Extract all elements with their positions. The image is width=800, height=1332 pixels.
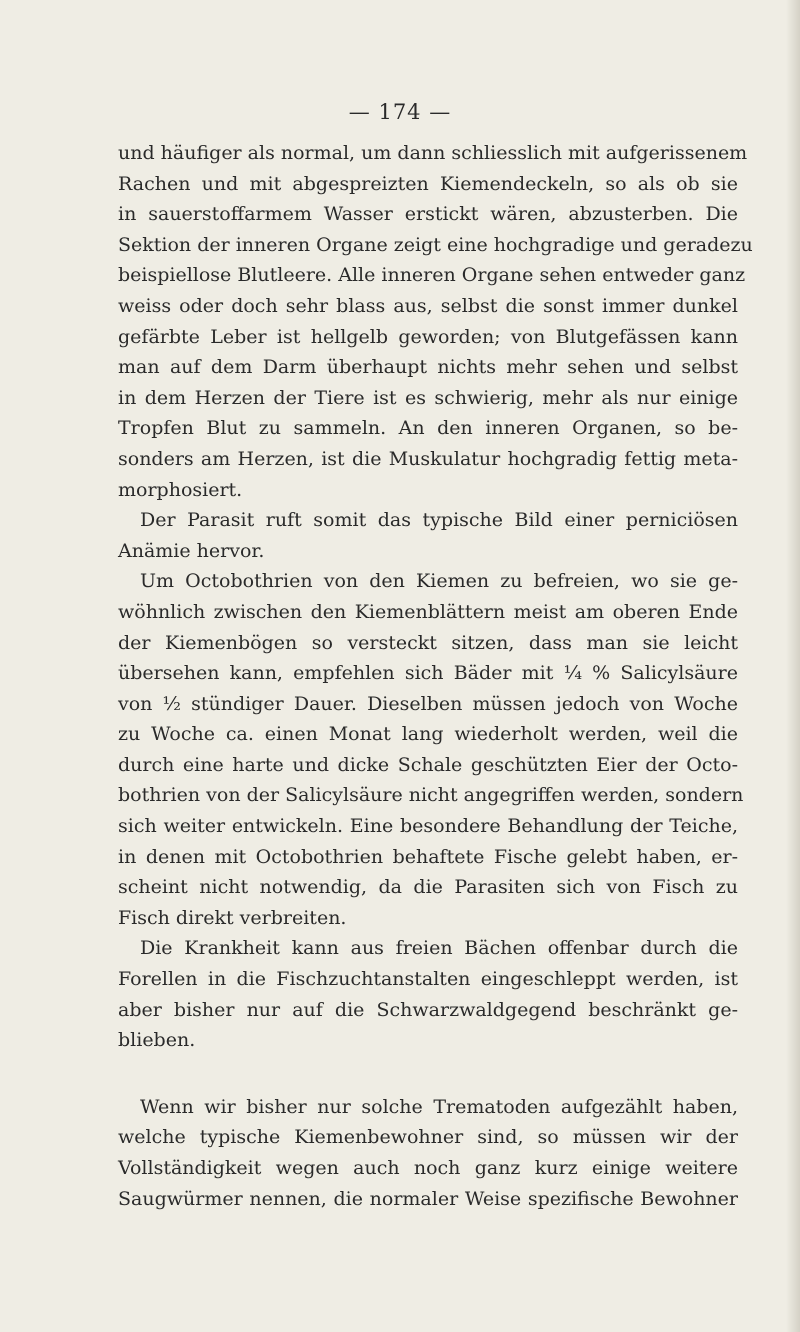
text-line: weiss oder doch sehr blass aus, selbst die sonst immer dunkel [118,294,738,317]
text-line: in dem Herzen der Tiere ist es schwierig, mehr als nur einige [118,386,738,409]
text-line: in sauerstoffarmem Wasser erstickt wären, abzusterben. Die [118,203,738,226]
text-line: Vollständigkeit wegen auch noch ganz kurz einige weitere [118,1157,738,1179]
text-line: sich weiter entwickeln. Eine besondere Behandlung der Teiche, [118,815,738,838]
text-line: sonders am Herzen, ist die Muskulatur hochgradig fettig meta- [118,447,738,470]
text-line: Fisch direkt verbreiten. [118,906,347,929]
text-line: der Kiemenbögen so versteckt sitzen, dass man sie leicht [118,631,738,654]
page-number: — 174 — [348,100,452,124]
paragraph-1 [118,138,753,505]
text-line: übersehen kann, empfehlen sich Bäder mit ¼ % Salicylsäure [118,662,738,685]
section-gap [118,1056,738,1092]
text-line: Saugwürmer nennen, die normaler Weise spezifische Bewohner [118,1187,738,1210]
body-text [118,138,753,1214]
text-line: Rachen und mit abgespreizten Kiemendeckeln, so als ob sie [118,172,738,195]
text-line: durch eine harte und dicke Schale geschützten Eier der Octo- [118,753,738,776]
paragraph-2 [118,505,738,566]
paragraph-5 [118,1092,738,1214]
text-line: und häufiger als normal, um dann schliesslich mit aufgerissenem [118,142,748,164]
text-line: scheint nicht notwendig, da die Parasiten sich von Fisch zu [118,876,738,899]
text-line: Um Octobothrien von den Kiemen zu befreien, wo sie ge- [140,570,738,593]
paragraph-3 [118,566,744,933]
text-line: blieben. [118,1029,196,1052]
text-line: Wenn wir bisher nur solche Trematoden aufgezählt haben, [140,1095,738,1118]
text-line: bothrien von der Salicylsäure nicht angegriffen werden, sondern [118,784,744,807]
paragraph-4 [118,933,738,1055]
text-line: gefärbte Leber ist hellgelb geworden; von Blutgefässen kann [118,325,738,348]
text-line: von ½ stündiger Dauer. Dieselben müssen jedoch von Woche [118,692,738,715]
text-line: zu Woche ca. einen Monat lang wiederholt werden, weil die [118,723,738,746]
text-line: Der Parasit ruft somit das typische Bild einer perniciösen [140,509,738,532]
text-line: welche typische Kiemenbewohner sind, so müssen wir der [118,1126,738,1149]
text-line: Anämie hervor. [118,539,265,562]
text-line: Tropfen Blut zu sammeln. An den inneren Organen, so be- [118,417,738,440]
text-line: Die Krankheit kann aus freien Bächen offenbar durch die [140,937,738,960]
text-line: beispiellose Blutleere. Alle inneren Organe sehen entweder ganz [118,264,746,287]
text-line: Forellen in die Fischzuchtanstalten eingeschleppt werden, ist [118,968,738,991]
text-line: morphosiert. [118,478,243,501]
page-edge-shadow [786,0,800,1332]
text-line: in denen mit Octobothrien behaftete Fische gelebt haben, er- [118,845,738,868]
text-line: man auf dem Darm überhaupt nichts mehr sehen und selbst [118,356,738,379]
text-line: aber bisher nur auf die Schwarzwaldgegend beschränkt ge- [118,998,738,1021]
text-line: wöhnlich zwischen den Kiemenblättern meist am oberen Ende [118,600,738,623]
text-line: Sektion der inneren Organe zeigt eine hochgradige und geradezu [118,233,753,256]
